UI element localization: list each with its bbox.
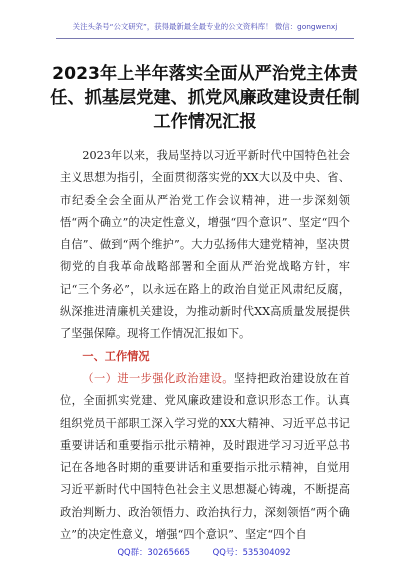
top-banner xyxy=(56,20,354,39)
title-line: 工作情况汇报 xyxy=(153,112,257,132)
section-heading: 一、工作情况 xyxy=(82,349,150,363)
document-body xyxy=(60,145,350,546)
subsection-heading: （一）进一步强化政治建设。 xyxy=(82,371,234,385)
footer-qq: QQ号：535304092 xyxy=(212,547,291,557)
footer-qq-group: QQ群：30265665 xyxy=(117,547,190,557)
subsection-text: 坚持把政治建设放在首位，全面抓实党建、党风廉政建设和意识形态工作。认真组织党员干部职工深入学习党的XX大精神、习近平总书记重要讲话和重要指示批示精神，及时跟进学习习近平总书记在各地各时期的重要讲话和重要指示批示精神，自觉用习近平新时代中国特色社会主义思想凝心铸魂，不断提高政治判断力、政治领悟力、政治执行力，深刻领悟“两个确立”的决定性意义，增强“四个意识”、坚定“四个自 xyxy=(60,371,350,542)
title-line: 2023年上半年落实全面从严治党主体责 xyxy=(52,64,358,84)
intro-paragraph: 2023年以来，我局坚持以习近平新时代中国特色社会主义思想为指引，全面贯彻落实党的XX大以及中央、省、市纪委全会全面从严治党工作会议精神，进一步深刻领悟“两个确立”的决定性意义，增强“四个意识”、坚定“四个自信”、做到“两个维护”。大力弘扬伟大建党精神，坚决贯彻党的自我革命战略部署和全面从严治党战略方针，牢记“三个务必”，以永远在路上的政治自觉正风肃纪反腐，纵深推进清廉机关建设，为推动新时代XX高质量发展提供了坚强保障。现将工作情况汇报如下。 xyxy=(60,149,350,341)
document-title xyxy=(40,62,370,134)
title-line: 任、抓基层党建、抓党风廉政建设责任制 xyxy=(50,88,360,108)
footer xyxy=(0,546,408,558)
subsection-paragraph xyxy=(60,368,350,546)
banner-text: 关注头条号“公文研究”，获得最新最全最专业的公文资料库！ 微信：gongwenxj xyxy=(72,22,338,31)
